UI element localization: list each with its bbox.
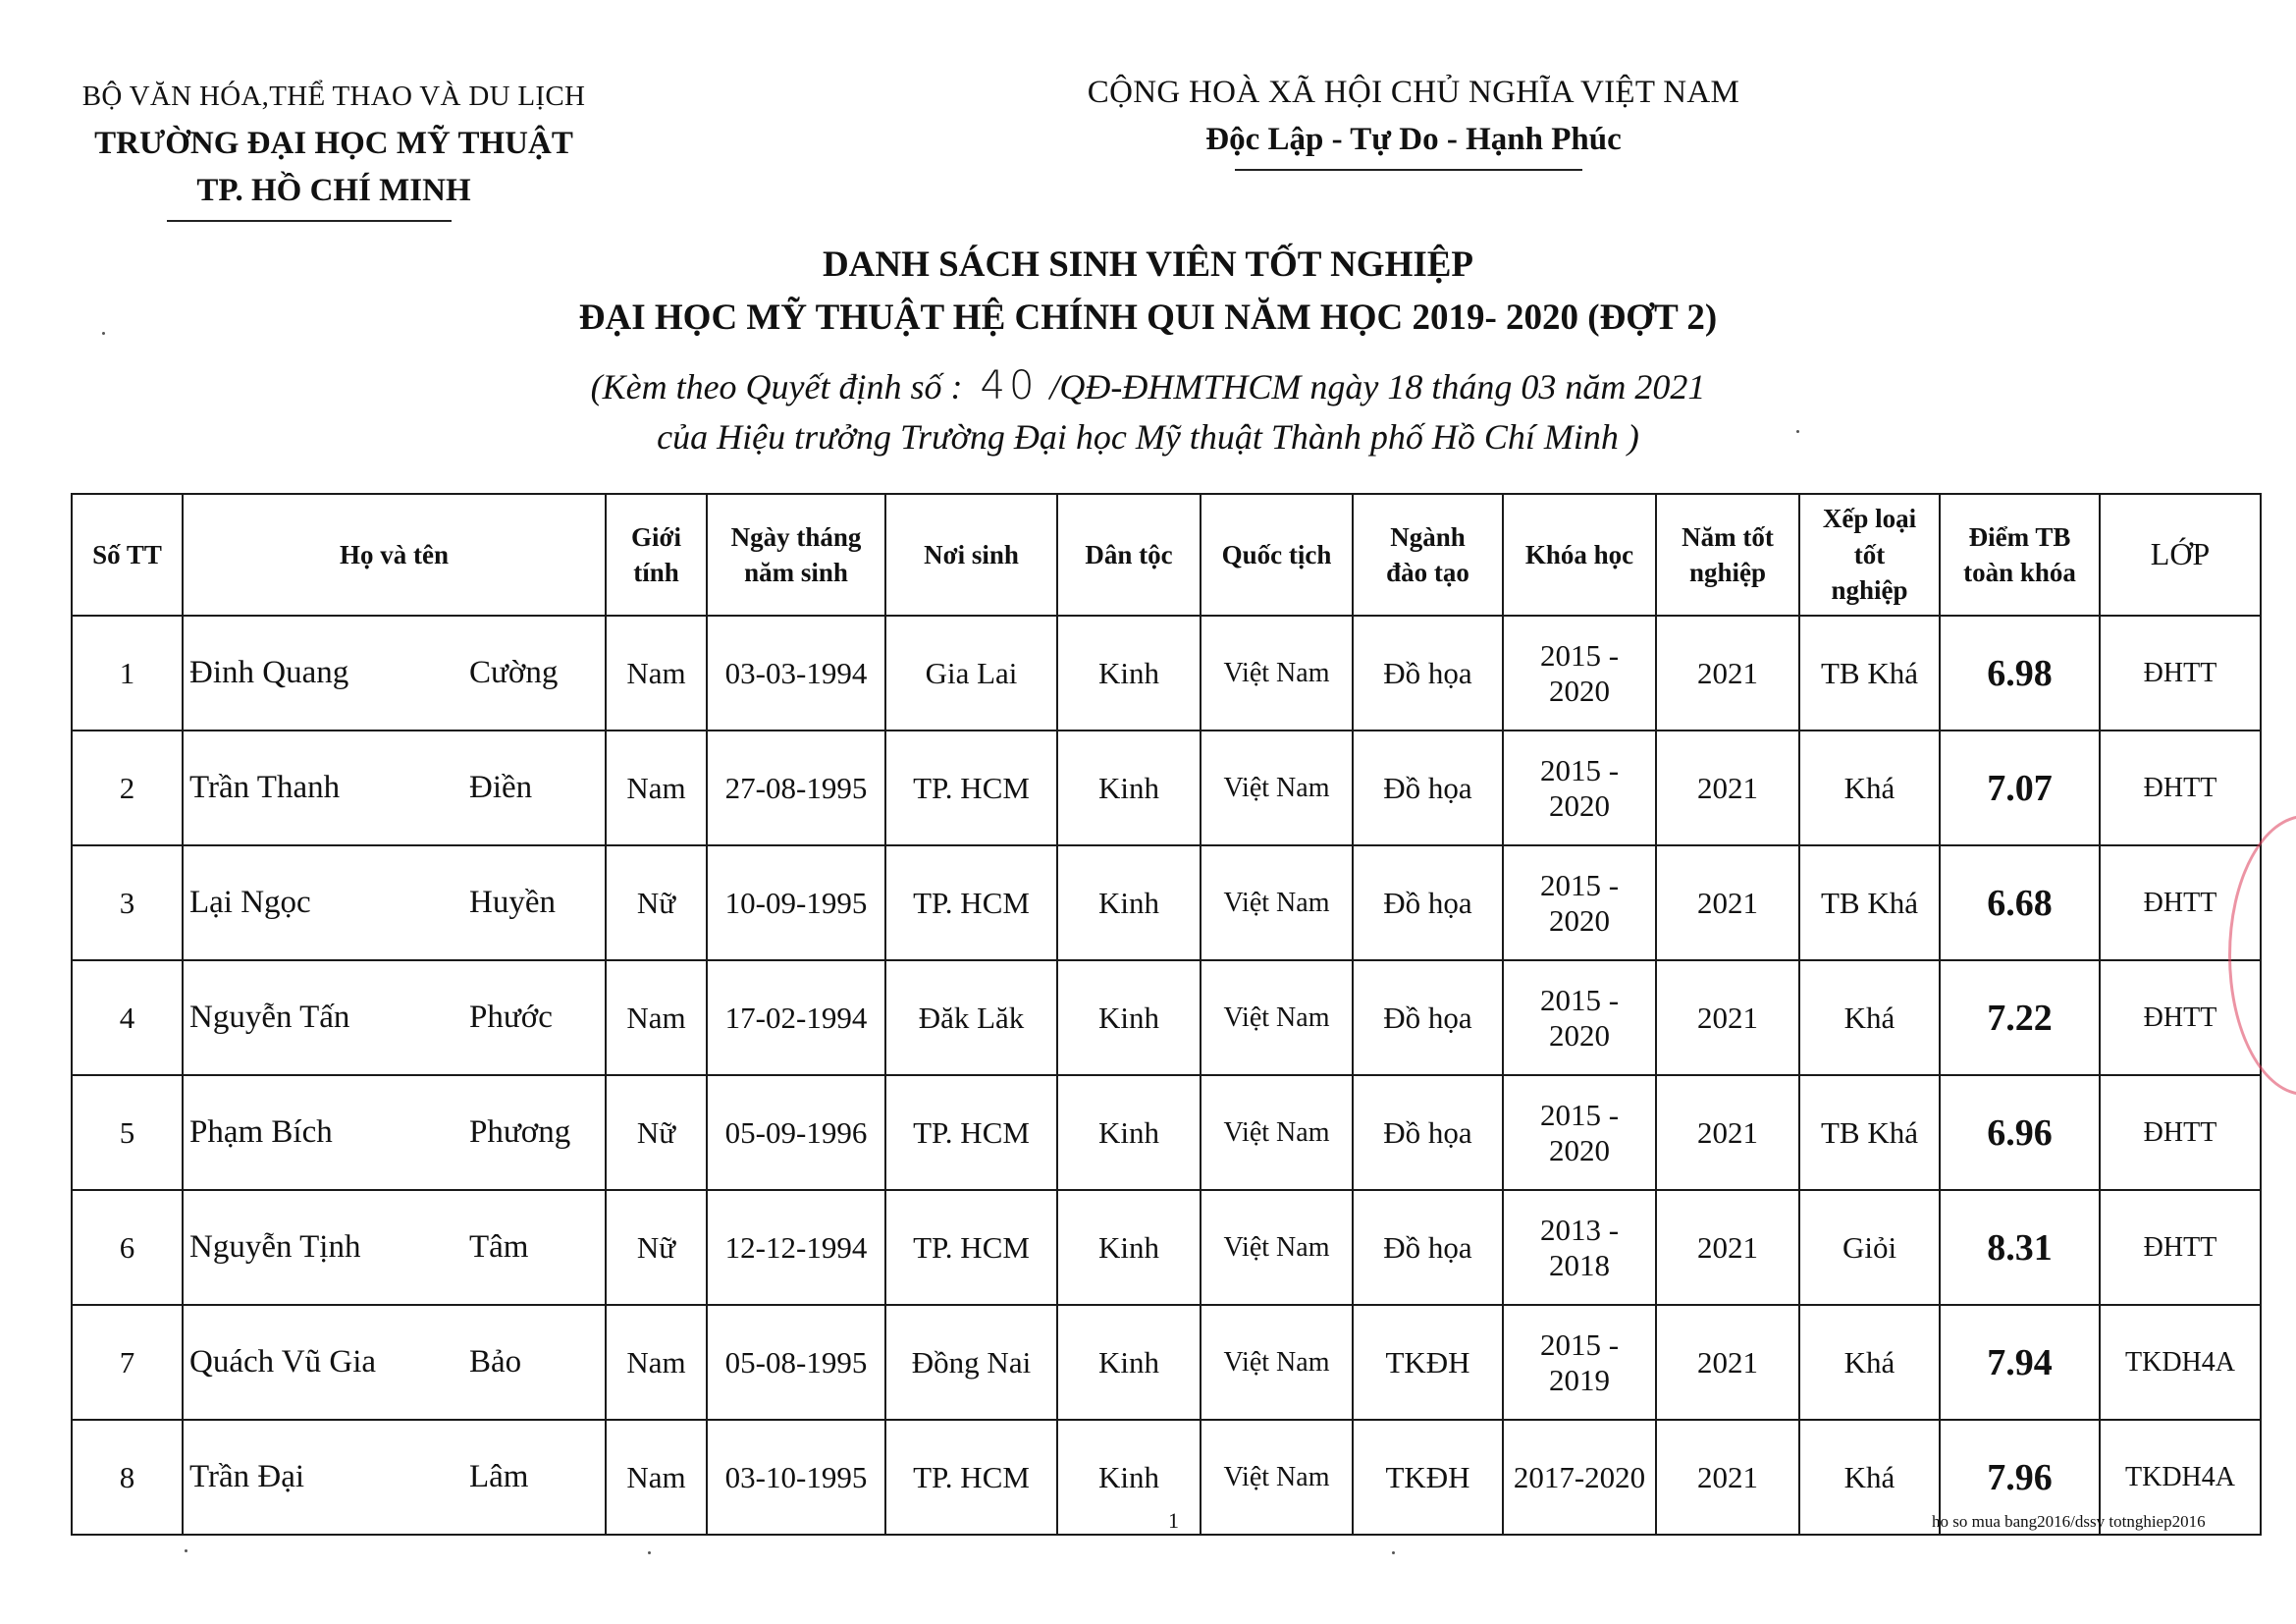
school-name-line1: TRƯỜNG ĐẠI HỌC MỸ THUẬT xyxy=(94,126,573,161)
cell-dob: 03-10-1995 xyxy=(707,1420,885,1535)
cell-birthplace: TP. HCM xyxy=(885,1420,1057,1535)
cell-class: TKDH4A xyxy=(2100,1305,2261,1420)
header-major: Ngành đào tạo xyxy=(1353,494,1503,616)
cell-stt: 1 xyxy=(72,616,183,731)
header-ethnicity: Dân tộc xyxy=(1057,494,1201,616)
cell-dob: 10-09-1995 xyxy=(707,845,885,960)
table-row xyxy=(72,845,2261,960)
header-gender: Giới tính xyxy=(606,494,707,616)
cell-nationality: Việt Nam xyxy=(1201,845,1353,960)
cell-nationality: Việt Nam xyxy=(1201,1305,1353,1420)
cell-gender: Nam xyxy=(606,1420,707,1535)
cell-course: 2015 - 2019 xyxy=(1503,1305,1656,1420)
graduates-table xyxy=(71,493,2262,1536)
cell-nationality: Việt Nam xyxy=(1201,1420,1353,1535)
cell-class: ĐHTT xyxy=(2100,1190,2261,1305)
header-rank: Xếp loại tốt nghiệp xyxy=(1799,494,1940,616)
cell-class: ĐHTT xyxy=(2100,960,2261,1075)
cell-grad-year: 2021 xyxy=(1656,1190,1799,1305)
cell-score: 7.96 xyxy=(1940,1420,2100,1535)
cell-birthplace: Đăk Lăk xyxy=(885,960,1057,1075)
given-name: Tâm xyxy=(469,1229,529,1265)
cell-score: 6.98 xyxy=(1940,616,2100,731)
cell-score: 6.96 xyxy=(1940,1075,2100,1190)
cell-name xyxy=(183,960,606,1075)
first-middle-name: Trần Thanh xyxy=(189,770,341,805)
country-name: CỘNG HOÀ XÃ HỘI CHỦ NGHĨA VIỆT NAM xyxy=(1087,75,1740,110)
scan-speck xyxy=(1392,1551,1395,1554)
cell-name xyxy=(183,1075,606,1190)
cell-course: 2015 - 2020 xyxy=(1503,845,1656,960)
first-middle-name: Lại Ngọc xyxy=(189,885,311,920)
cell-class: ĐHTT xyxy=(2100,616,2261,731)
table-row xyxy=(72,616,2261,731)
cell-major: Đồ họa xyxy=(1353,731,1503,845)
given-name: Cường xyxy=(469,655,559,690)
header-birthplace: Nơi sinh xyxy=(885,494,1057,616)
cell-ethnicity: Kinh xyxy=(1057,616,1201,731)
cell-ethnicity: Kinh xyxy=(1057,845,1201,960)
cell-major: Đồ họa xyxy=(1353,1075,1503,1190)
cell-birthplace: Gia Lai xyxy=(885,616,1057,731)
first-middle-name: Nguyễn Tấn xyxy=(189,1000,350,1035)
cell-stt: 4 xyxy=(72,960,183,1075)
cell-major: Đồ họa xyxy=(1353,1190,1503,1305)
cell-gender: Nữ xyxy=(606,1075,707,1190)
cell-nationality: Việt Nam xyxy=(1201,731,1353,845)
file-path-note: ho so mua bang2016/dssv totnghiep2016 xyxy=(1932,1512,2206,1531)
cell-nationality: Việt Nam xyxy=(1201,616,1353,731)
cell-class: TKDH4A xyxy=(2100,1420,2261,1535)
cell-stt: 5 xyxy=(72,1075,183,1190)
cell-major: TKĐH xyxy=(1353,1305,1503,1420)
cell-name xyxy=(183,616,606,731)
cell-stt: 3 xyxy=(72,845,183,960)
table-header-row xyxy=(72,494,2261,616)
cell-ethnicity: Kinh xyxy=(1057,1420,1201,1535)
table-row xyxy=(72,1190,2261,1305)
document-title: DANH SÁCH SINH VIÊN TỐT NGHIỆP xyxy=(822,244,1474,285)
cell-ethnicity: Kinh xyxy=(1057,1075,1201,1190)
cell-name xyxy=(183,845,606,960)
cell-grad-year: 2021 xyxy=(1656,616,1799,731)
cell-ethnicity: Kinh xyxy=(1057,1305,1201,1420)
cell-score: 7.94 xyxy=(1940,1305,2100,1420)
cell-score: 7.22 xyxy=(1940,960,2100,1075)
header-score: Điểm TB toàn khóa xyxy=(1940,494,2100,616)
cell-rank: TB Khá xyxy=(1799,616,1940,731)
cell-gender: Nam xyxy=(606,731,707,845)
table-row xyxy=(72,731,2261,845)
given-name: Lâm xyxy=(469,1459,529,1494)
header-right-underline xyxy=(1235,169,1582,171)
cell-grad-year: 2021 xyxy=(1656,845,1799,960)
cell-birthplace: TP. HCM xyxy=(885,1075,1057,1190)
cell-grad-year: 2021 xyxy=(1656,1305,1799,1420)
decision-reference xyxy=(0,363,2296,408)
cell-gender: Nam xyxy=(606,616,707,731)
cell-stt: 8 xyxy=(72,1420,183,1535)
cell-stt: 6 xyxy=(72,1190,183,1305)
cell-birthplace: TP. HCM xyxy=(885,1190,1057,1305)
first-middle-name: Nguyễn Tịnh xyxy=(189,1229,361,1265)
cell-grad-year: 2021 xyxy=(1656,960,1799,1075)
cell-dob: 17-02-1994 xyxy=(707,960,885,1075)
table-body xyxy=(72,616,2261,1535)
header-left-underline xyxy=(167,220,452,222)
cell-major: TKĐH xyxy=(1353,1420,1503,1535)
cell-course: 2015 - 2020 xyxy=(1503,731,1656,845)
given-name: Huyền xyxy=(469,885,556,920)
cell-nationality: Việt Nam xyxy=(1201,960,1353,1075)
given-name: Điền xyxy=(469,770,533,805)
header-grad-year: Năm tốt nghiệp xyxy=(1656,494,1799,616)
scan-speck xyxy=(102,332,105,335)
cell-class: ĐHTT xyxy=(2100,1075,2261,1190)
decision-prefix: (Kèm theo Quyết định số : xyxy=(590,367,963,406)
cell-grad-year: 2021 xyxy=(1656,1420,1799,1535)
cell-name xyxy=(183,731,606,845)
cell-birthplace: TP. HCM xyxy=(885,731,1057,845)
header-name: Họ và tên xyxy=(183,494,606,616)
cell-stt: 2 xyxy=(72,731,183,845)
first-middle-name: Trần Đại xyxy=(189,1459,305,1494)
cell-gender: Nam xyxy=(606,1305,707,1420)
header-stt: Số TT xyxy=(72,494,183,616)
cell-rank: Giỏi xyxy=(1799,1190,1940,1305)
cell-major: Đồ họa xyxy=(1353,960,1503,1075)
cell-birthplace: Đồng Nai xyxy=(885,1305,1057,1420)
page-number: 1 xyxy=(1168,1508,1179,1533)
first-middle-name: Đinh Quang xyxy=(189,655,349,690)
cell-rank: Khá xyxy=(1799,1305,1940,1420)
cell-ethnicity: Kinh xyxy=(1057,731,1201,845)
cell-major: Đồ họa xyxy=(1353,616,1503,731)
table-row xyxy=(72,960,2261,1075)
given-name: Bảo xyxy=(469,1344,522,1380)
cell-dob: 03-03-1994 xyxy=(707,616,885,731)
decision-issuer: của Hiệu trưởng Trường Đại học Mỹ thuật Thành phố Hồ Chí Minh ) xyxy=(657,417,1639,457)
scan-speck xyxy=(185,1549,187,1552)
cell-birthplace: TP. HCM xyxy=(885,845,1057,960)
school-name-line2: TP. HỒ CHÍ MINH xyxy=(196,173,471,208)
cell-dob: 05-09-1996 xyxy=(707,1075,885,1190)
header-nationality: Quốc tịch xyxy=(1201,494,1353,616)
cell-course: 2015 - 2020 xyxy=(1503,960,1656,1075)
cell-class: ĐHTT xyxy=(2100,731,2261,845)
cell-name xyxy=(183,1305,606,1420)
cell-rank: Khá xyxy=(1799,960,1940,1075)
cell-rank: Khá xyxy=(1799,731,1940,845)
table-row xyxy=(72,1305,2261,1420)
cell-score: 6.68 xyxy=(1940,845,2100,960)
cell-gender: Nữ xyxy=(606,1190,707,1305)
cell-name xyxy=(183,1190,606,1305)
cell-gender: Nam xyxy=(606,960,707,1075)
header-course: Khóa học xyxy=(1503,494,1656,616)
cell-score: 8.31 xyxy=(1940,1190,2100,1305)
given-name: Phương xyxy=(469,1114,571,1150)
cell-grad-year: 2021 xyxy=(1656,1075,1799,1190)
cell-course: 2013 - 2018 xyxy=(1503,1190,1656,1305)
scan-speck xyxy=(648,1551,651,1554)
national-motto: Độc Lập - Tự Do - Hạnh Phúc xyxy=(1205,122,1622,157)
cell-rank: TB Khá xyxy=(1799,1075,1940,1190)
cell-score: 7.07 xyxy=(1940,731,2100,845)
given-name: Phước xyxy=(469,1000,553,1035)
cell-stt: 7 xyxy=(72,1305,183,1420)
cell-dob: 05-08-1995 xyxy=(707,1305,885,1420)
first-middle-name: Phạm Bích xyxy=(189,1114,333,1150)
header-dob: Ngày tháng năm sinh xyxy=(707,494,885,616)
scan-speck xyxy=(1796,430,1799,433)
cell-rank: TB Khá xyxy=(1799,845,1940,960)
cell-course: 2015 - 2020 xyxy=(1503,1075,1656,1190)
cell-nationality: Việt Nam xyxy=(1201,1075,1353,1190)
cell-rank: Khá xyxy=(1799,1420,1940,1535)
cell-gender: Nữ xyxy=(606,845,707,960)
cell-course: 2015 - 2020 xyxy=(1503,616,1656,731)
cell-ethnicity: Kinh xyxy=(1057,960,1201,1075)
cell-ethnicity: Kinh xyxy=(1057,1190,1201,1305)
header-class: LỚP xyxy=(2100,494,2261,616)
decision-suffix: /QĐ-ĐHMTHCM ngày 18 tháng 03 năm 2021 xyxy=(1049,367,1706,406)
cell-class: ĐHTT xyxy=(2100,845,2261,960)
decision-number: 40 xyxy=(980,363,1039,408)
cell-name xyxy=(183,1420,606,1535)
cell-major: Đồ họa xyxy=(1353,845,1503,960)
document-subtitle: ĐẠI HỌC MỸ THUẬT HỆ CHÍNH QUI NĂM HỌC 2019- 2020 (ĐỢT 2) xyxy=(578,298,1718,338)
table-row xyxy=(72,1075,2261,1190)
cell-nationality: Việt Nam xyxy=(1201,1190,1353,1305)
cell-dob: 12-12-1994 xyxy=(707,1190,885,1305)
cell-course: 2017-2020 xyxy=(1503,1420,1656,1535)
ministry-name: BỘ VĂN HÓA,THỂ THAO VÀ DU LỊCH xyxy=(81,81,586,112)
first-middle-name: Quách Vũ Gia xyxy=(189,1344,377,1380)
cell-grad-year: 2021 xyxy=(1656,731,1799,845)
cell-dob: 27-08-1995 xyxy=(707,731,885,845)
